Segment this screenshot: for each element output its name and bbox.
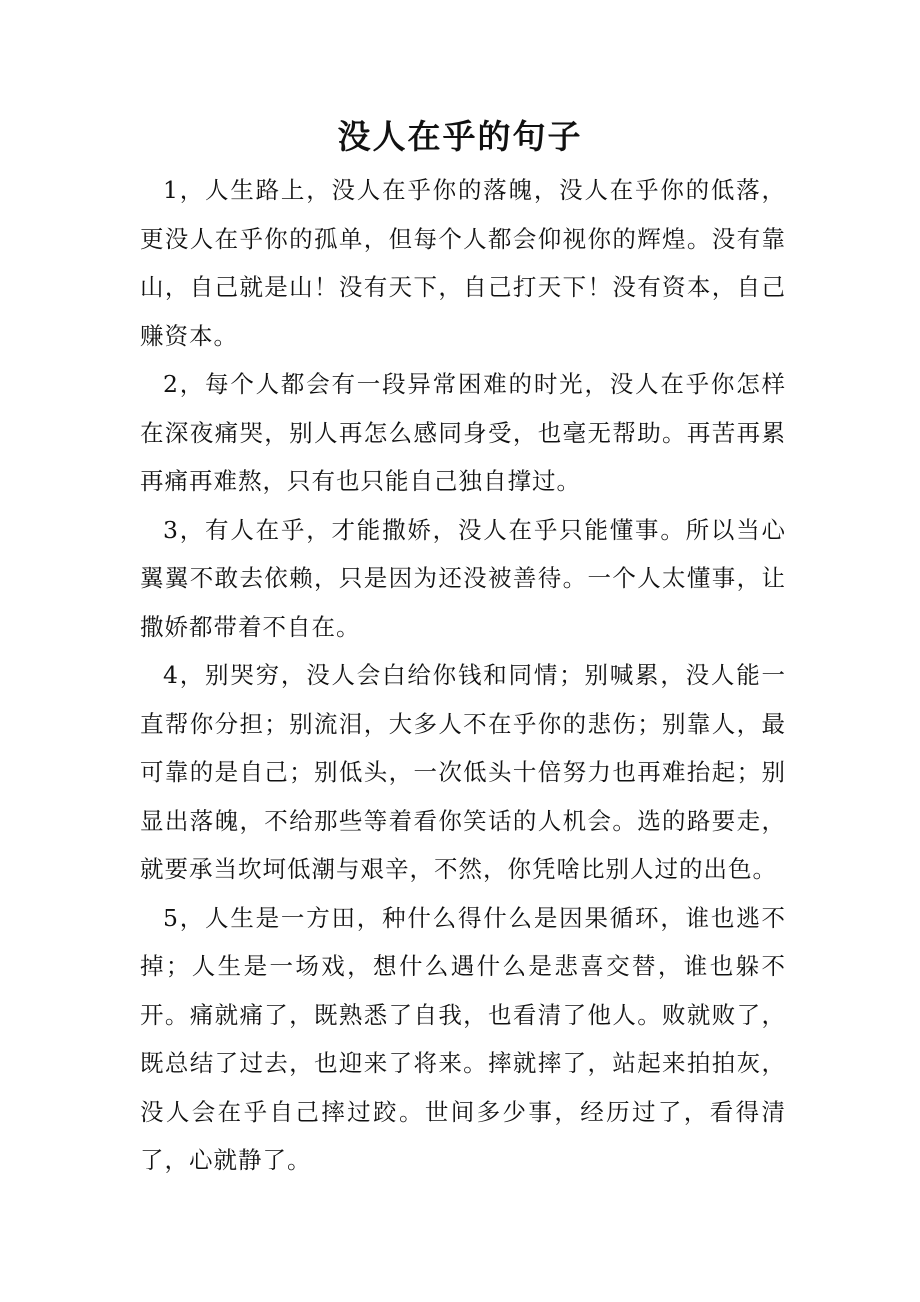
paragraph-1: 1，人生路上，没人在乎你的落魄，没人在乎你的低落，更没人在乎你的孤单，但每个人都会仰视你的辉煌。没有靠山，自己就是山！没有天下，自己打天下！没有资本，自己赚资本。 [140, 176, 786, 350]
paragraph-2: 2，每个人都会有一段异常困难的时光，没人在乎你怎样在深夜痛哭，别人再怎么感同身受，也毫无帮助。再苦再累再痛再难熬，只有也只能自己独自撑过。 [140, 370, 786, 495]
document-body [140, 166, 786, 1185]
paragraph-4: 4，别哭穷，没人会白给你钱和同情；别喊累，没人能一直帮你分担；别流泪，大多人不在乎你的悲伤；别靠人，最可靠的是自己；别低头，一次低头十倍努力也再难抬起；别显出落魄，不给那些等着看你笑话的人机会。选的路要走，就要承当坎坷低潮与艰辛，不然，你凭啥比别人过的出色。 [140, 661, 786, 883]
paragraph-3: 3，有人在乎，才能撒娇，没人在乎只能懂事。所以当心翼翼不敢去依赖，只是因为还没被善待。一个人太懂事，让撒娇都带着不自在。 [140, 515, 786, 641]
document-title: 没人在乎的句子 [337, 117, 583, 156]
paragraph-5: 5，人生是一方田，种什么得什么是因果循环，谁也逃不掉；人生是一场戏，想什么遇什么是悲喜交替，谁也躲不开。痛就痛了，既熟悉了自我，也看清了他人。败就败了，既总结了过去，也迎来了将来。摔就摔了，站起来拍拍灰，没人会在乎自己摔过跤。世间多少事，经历过了，看得清了，心就静了。 [140, 903, 786, 1174]
